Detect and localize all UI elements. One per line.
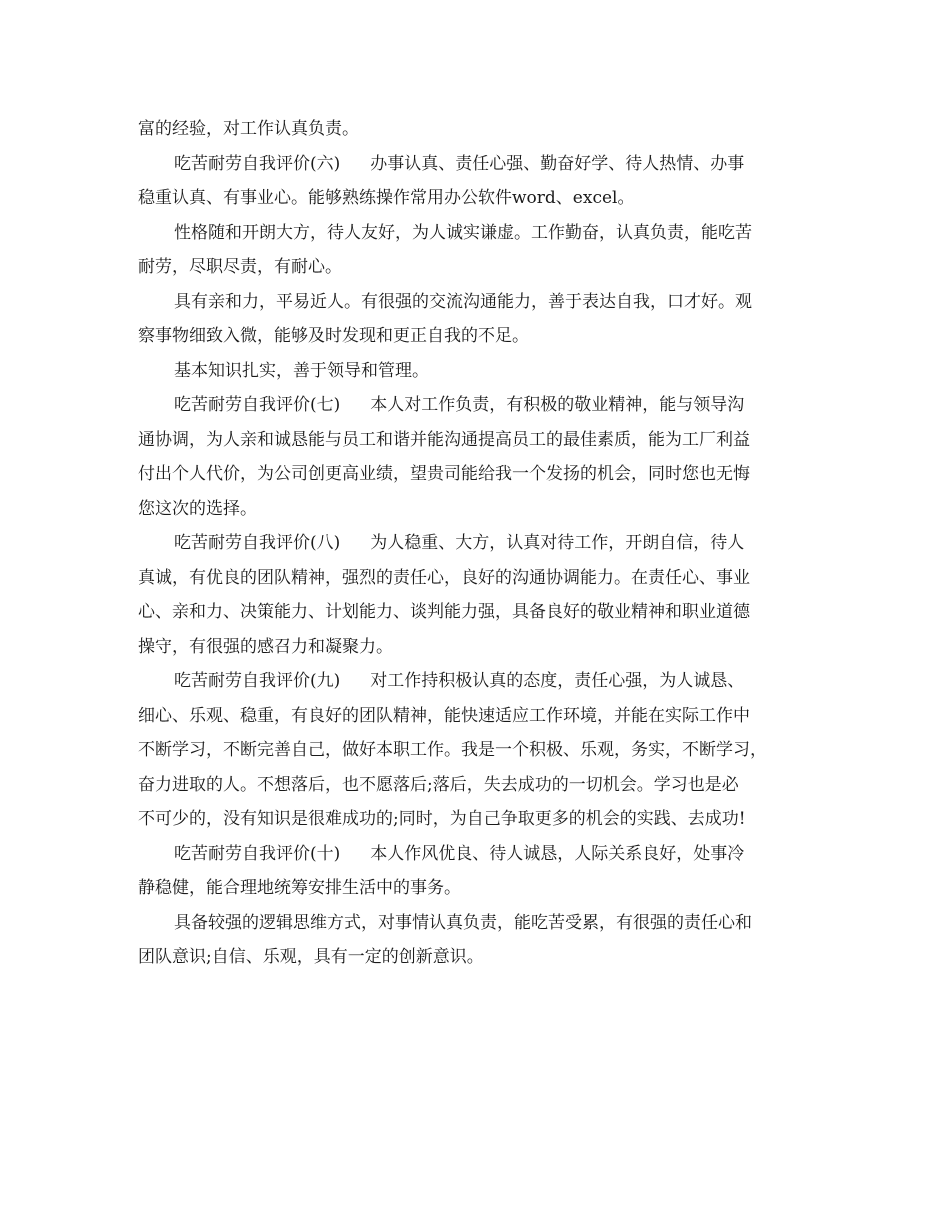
text-line bbox=[138, 561, 818, 596]
text-line bbox=[138, 940, 818, 975]
text-line bbox=[138, 699, 818, 734]
paragraph-text: 为人稳重、大方，认真对待工作，开朗自信，待人 bbox=[370, 533, 745, 553]
section-heading: 吃苦耐劳自我评价(六) bbox=[174, 153, 341, 174]
paragraph-text: 具备较强的逻辑思维方式，对事情认真负责，能吃苦受累，有很强的责任心和 bbox=[174, 912, 752, 933]
paragraph-text: 办事认真、责任心强、勤奋好学、待人热情、办事 bbox=[370, 153, 745, 174]
paragraph-text: 不可少的，没有知识是很难成功的;同时，为自己争取更多的机会的实践、去成功! bbox=[138, 809, 746, 829]
paragraph-text: 具有亲和力，平易近人。有很强的交流沟通能力，善于表达自我，口才好。观 bbox=[174, 291, 752, 312]
text-line bbox=[138, 802, 818, 837]
text-line bbox=[138, 837, 818, 872]
paragraph-text: 不断学习，不断完善自己，做好本职工作。我是一个积极、乐观，务实，不断学习， bbox=[138, 740, 767, 760]
text-line bbox=[138, 147, 818, 182]
paragraph-text: 您这次的选择。 bbox=[138, 498, 257, 519]
text-line bbox=[138, 423, 818, 458]
text-line bbox=[138, 354, 818, 389]
paragraph-text: 本人作风优良、待人诚恳，人际关系良好，处事冷 bbox=[370, 843, 745, 864]
paragraph-text: 细心、乐观、稳重，有良好的团队精神，能快速适应工作环境，并能在实际工作中 bbox=[138, 705, 750, 726]
text-line bbox=[138, 664, 818, 699]
text-line bbox=[138, 319, 818, 354]
paragraph-text: 基本知识扎实，善于领导和管理。 bbox=[174, 360, 429, 381]
document-body bbox=[138, 112, 818, 975]
paragraph-text: 操守，有很强的感召力和凝聚力。 bbox=[138, 636, 393, 657]
section-heading: 吃苦耐劳自我评价(九) bbox=[174, 671, 341, 691]
section-heading: 吃苦耐劳自我评价(八) bbox=[174, 533, 341, 553]
text-line bbox=[138, 250, 818, 285]
text-line bbox=[138, 216, 818, 251]
paragraph-text: 付出个人代价，为公司创更高业绩，望贵司能给我一个发扬的机会，同时您也无悔 bbox=[138, 464, 750, 484]
text-line bbox=[138, 871, 818, 906]
text-line bbox=[138, 768, 818, 803]
paragraph-text: 通协调，为人亲和诚恳能与员工和谐并能沟通提高员工的最佳素质，能为工厂利益 bbox=[138, 429, 750, 450]
text-line bbox=[138, 526, 818, 561]
text-line bbox=[138, 492, 818, 527]
paragraph-text: 富的经验，对工作认真负责。 bbox=[138, 119, 359, 139]
paragraph-text: 本人对工作负责，有积极的敬业精神，能与领导沟 bbox=[370, 395, 745, 415]
section-heading: 吃苦耐劳自我评价(十) bbox=[174, 843, 341, 864]
text-line bbox=[138, 733, 818, 768]
paragraph-text: 对工作持积极认真的态度，责任心强，为人诚恳、 bbox=[370, 671, 745, 691]
paragraph-text: 耐劳，尽职尽责，有耐心。 bbox=[138, 257, 342, 277]
text-line bbox=[138, 181, 818, 216]
paragraph-text: 奋力进取的人。不想落后，也不愿落后;落后，失去成功的一切机会。学习也是必 bbox=[138, 774, 739, 795]
text-line bbox=[138, 388, 818, 423]
text-line bbox=[138, 595, 818, 630]
paragraph-text: 性格随和开朗大方，待人友好，为人诚实谦虚。工作勤奋，认真负责，能吃苦 bbox=[174, 222, 752, 243]
section-heading: 吃苦耐劳自我评价(七) bbox=[174, 395, 341, 415]
text-line bbox=[138, 285, 818, 320]
text-line bbox=[138, 457, 818, 492]
text-line bbox=[138, 112, 818, 147]
text-line bbox=[138, 906, 818, 941]
paragraph-text: 静稳健，能合理地统筹安排生活中的事务。 bbox=[138, 878, 461, 898]
paragraph-text: 稳重认真、有事业心。能够熟练操作常用办公软件word、excel。 bbox=[138, 188, 635, 208]
text-line bbox=[138, 630, 818, 665]
paragraph-text: 心、亲和力、决策能力、计划能力、谈判能力强，具备良好的敬业精神和职业道德 bbox=[138, 602, 750, 622]
paragraph-text: 真诚，有优良的团队精神，强烈的责任心，良好的沟通协调能力。在责任心、事业 bbox=[138, 567, 750, 588]
paragraph-text: 察事物细致入微，能够及时发现和更正自我的不足。 bbox=[138, 326, 529, 346]
paragraph-text: 团队意识;自信、乐观，具有一定的创新意识。 bbox=[138, 947, 484, 967]
